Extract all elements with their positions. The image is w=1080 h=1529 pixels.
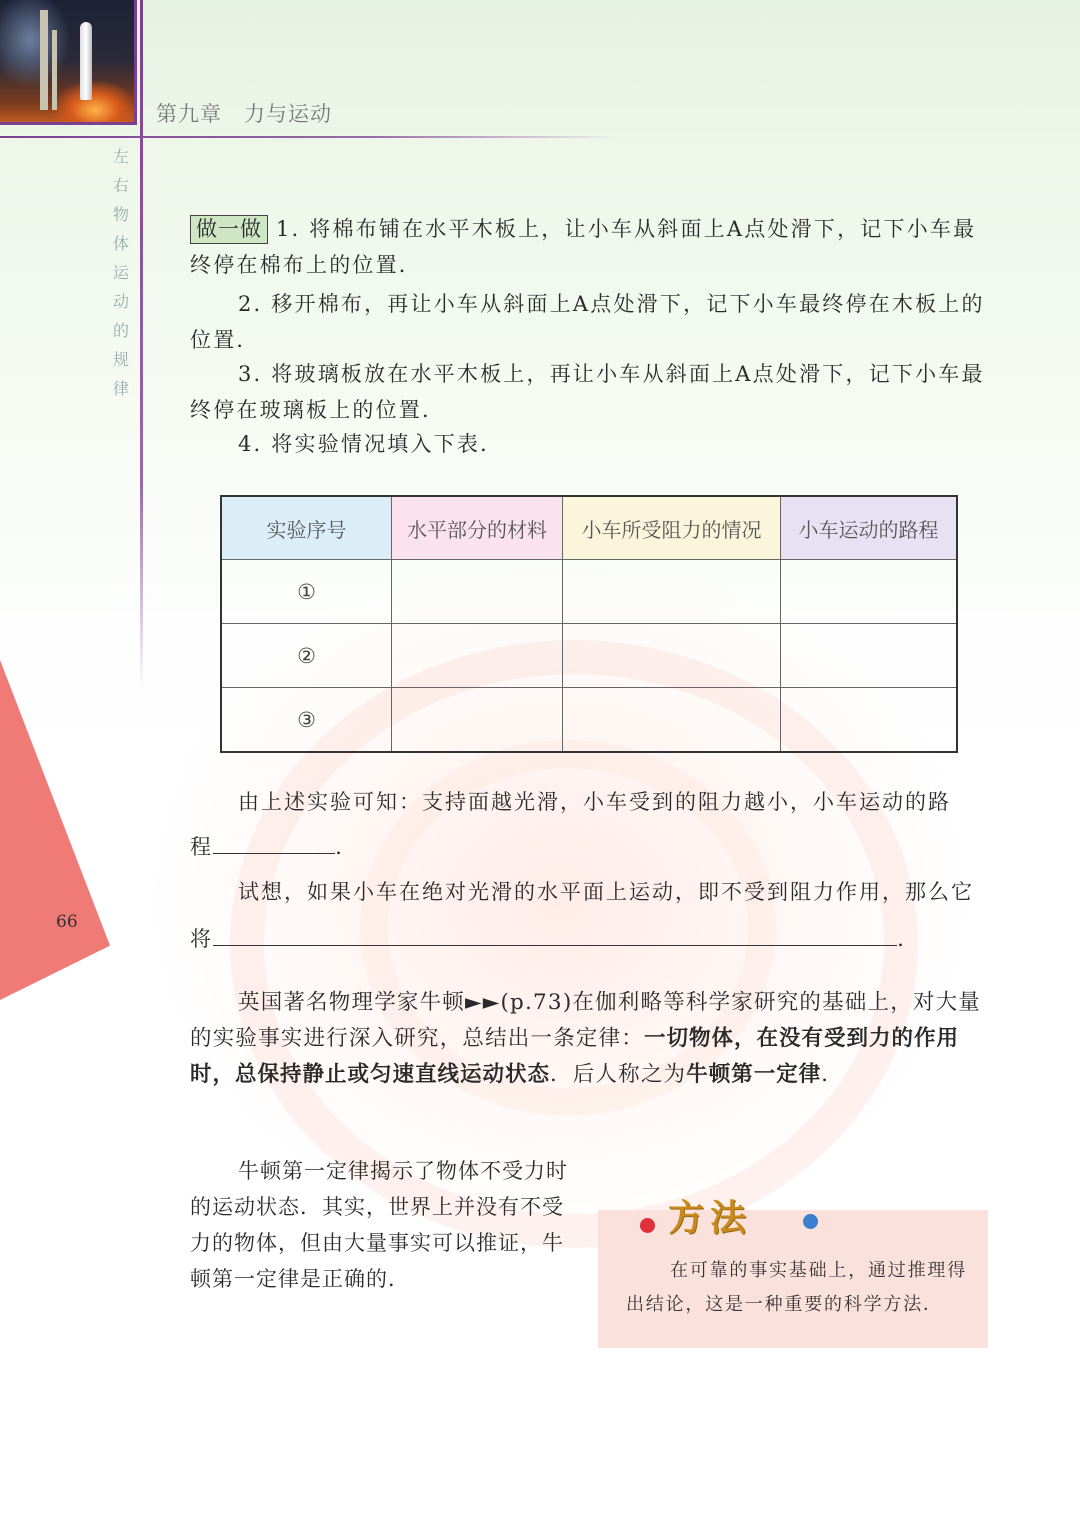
- red-dot-icon: [640, 1218, 655, 1233]
- page-number: 66: [56, 912, 78, 932]
- margin-vertical-rule: [140, 0, 143, 690]
- fill-in-blank[interactable]: [213, 833, 335, 854]
- section-side-label: [112, 142, 130, 403]
- table-cell[interactable]: [781, 688, 958, 753]
- side-char: 的: [112, 321, 129, 340]
- page-edge-tab: [0, 660, 110, 1000]
- newton-text: ．后人称之为: [550, 1062, 687, 1087]
- table-cell[interactable]: [392, 688, 563, 753]
- side-char: 动: [112, 292, 129, 311]
- table-row: [221, 560, 957, 624]
- activity-step-text: 1. 将棉布铺在水平木板上，让小车从斜面上A点处滑下，记下小车最终停在棉布上的位置．: [190, 217, 977, 277]
- activity-step-4: 4. 将实验情况填入下表．: [238, 432, 504, 456]
- newton-intro: 英国著名物理学家牛顿►►(p.73)在伽利略等科学家研究的基础上，对大量的实验事实进行深入研究，总结出一条定律：: [190, 990, 982, 1051]
- conclusion-line-3: 试想，如果小车在绝对光滑的水平面上运动，即不受到阻力作用，那么它: [238, 880, 974, 904]
- activity-step-2: 2. 移开棉布，再让小车从斜面上A点处滑下，记下小车最终停在木板上的位置．: [190, 292, 985, 352]
- method-box-text: 在可靠的事实基础上，通过推理得出结论，这是一种重要的科学方法．: [626, 1260, 967, 1315]
- rocket-launch-photo: [0, 0, 137, 125]
- table-header-cell: 小车所受阻力的情况: [563, 496, 781, 560]
- table-cell[interactable]: [563, 624, 781, 688]
- activity-step-1: [190, 212, 990, 283]
- table-row: [221, 688, 957, 753]
- fill-in-blank[interactable]: [213, 925, 897, 946]
- side-char: 体: [112, 234, 129, 253]
- blue-dot-icon: [803, 1214, 818, 1229]
- conclusion-prefix: 将: [190, 927, 214, 951]
- side-char: 右: [112, 176, 129, 195]
- method-box-title: 方法: [668, 1197, 753, 1239]
- method-box: [598, 1197, 988, 1348]
- table-cell-index: ①: [221, 560, 392, 624]
- conclusion-suffix: ．: [335, 835, 359, 859]
- table-cell[interactable]: [781, 560, 958, 624]
- newton-law-name: 牛顿第一定律: [686, 1062, 822, 1087]
- newton-law-statement: 一切物体，在没有受到力的作用时，总保持静止或匀速直线运动状态: [190, 1026, 960, 1087]
- table-cell-index: ②: [221, 624, 392, 688]
- table-cell[interactable]: [781, 624, 958, 688]
- table-cell-index: ③: [221, 688, 392, 753]
- conclusion-line-4: [190, 922, 920, 958]
- table-header-row: [221, 496, 957, 560]
- table-header-cell: 水平部分的材料: [392, 496, 563, 560]
- conclusion-prefix: 程: [190, 835, 214, 859]
- table-cell[interactable]: [392, 560, 563, 624]
- side-char: 物: [112, 205, 129, 224]
- table-cell[interactable]: [392, 624, 563, 688]
- conclusion-line-1: 由上述实验可知：支持面越光滑，小车受到的阻力越小，小车运动的路: [238, 790, 951, 814]
- header-horizontal-rule: [0, 136, 620, 138]
- side-char: 运: [112, 263, 129, 282]
- table-cell[interactable]: [563, 688, 781, 753]
- side-char: 律: [112, 379, 129, 398]
- newton-paragraph: [190, 985, 990, 1093]
- newton-end: ．: [821, 1062, 844, 1087]
- conclusion-suffix: ．: [897, 927, 921, 951]
- activity-step-3: 3. 将玻璃板放在水平木板上，再让小车从斜面上A点处滑下，记下小车最终停在玻璃板上的位置．: [190, 362, 985, 422]
- table-header-cell: 实验序号: [221, 496, 392, 560]
- side-char: 左: [112, 147, 129, 166]
- table-cell[interactable]: [563, 560, 781, 624]
- conclusion-line-2: [190, 830, 358, 866]
- experiment-table: [220, 495, 958, 753]
- side-char: 规: [112, 350, 129, 369]
- activity-tag: 做一做: [190, 215, 268, 244]
- table-row: [221, 624, 957, 688]
- closing-paragraph: 牛顿第一定律揭示了物体不受力时的运动状态．其实，世界上并没有不受力的物体，但由大量事实可以推证，牛顿第一定律是正确的．: [190, 1159, 568, 1291]
- table-header-cell: 小车运动的路程: [781, 496, 958, 560]
- chapter-title: 第九章 力与运动: [156, 102, 332, 126]
